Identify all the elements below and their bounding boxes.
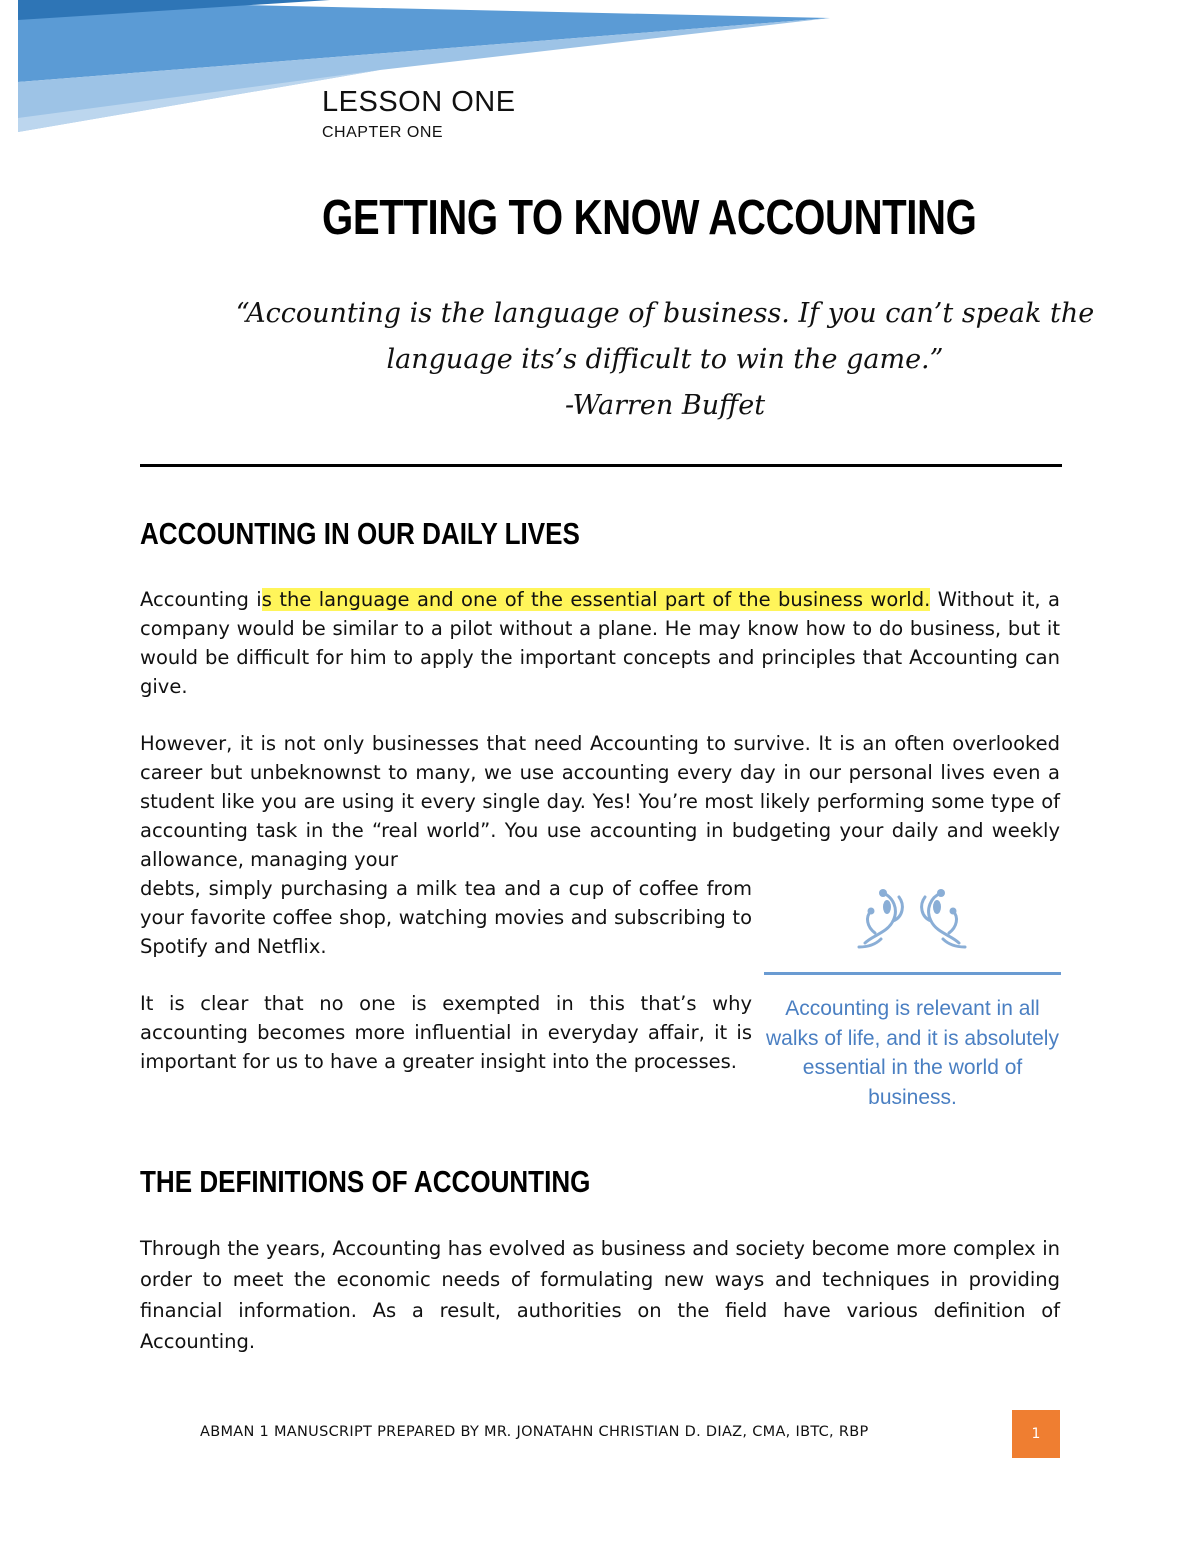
header-banner xyxy=(0,0,1200,140)
divider-rule xyxy=(140,464,1062,467)
highlighted-text: s the language and one of the essential part of the business world. xyxy=(261,588,931,611)
section-heading-daily-lives: ACCOUNTING IN OUR DAILY LIVES xyxy=(140,516,580,551)
quote-line-2: language its’s difficult to win the game.” xyxy=(386,344,944,375)
page-title: GETTING TO KNOW ACCOUNTING xyxy=(322,191,977,245)
lesson-label: LESSON ONE xyxy=(322,86,516,118)
footer-credit: ABMAN 1 MANUSCRIPT PREPARED BY MR. JONATAHN CHRISTIAN D. DIAZ, CMA, IBTC, RBP xyxy=(200,1424,869,1440)
chapter-label: CHAPTER ONE xyxy=(322,124,444,141)
paragraph-intro-rest: Without it, a company would be similar to a pilot without a plane. He may know how to do business, but it would be difficult for him to apply the important concepts and principles that Accounting can give. xyxy=(140,588,1060,698)
section-heading-definitions: THE DEFINITIONS OF ACCOUNTING xyxy=(140,1164,591,1199)
floral-ornament-icon xyxy=(853,885,971,955)
paragraph-influence: It is clear that no one is exempted in this that’s why accounting becomes more influential in everyday affair, it is important for us to have a greater insight into the processes. xyxy=(140,992,752,1073)
paragraph-definitions: Through the years, Accounting has evolved as business and society become more complex in order to meet the economic needs of formulating new ways and techniques in providing financial information. As a result, authorities on the field have various definition of Accounting. xyxy=(140,1237,1060,1353)
paragraph-intro-lead: Accounting i xyxy=(140,588,262,611)
page-number: 1 xyxy=(1031,1426,1041,1442)
quote-line-1: “Accounting is the language of business. If you can’t speak the xyxy=(235,298,1095,329)
banner-stripe-dark xyxy=(18,0,830,82)
quote-author: -Warren Buffet xyxy=(564,390,766,421)
paragraph-intro xyxy=(140,585,1060,701)
page-number-badge xyxy=(1012,1410,1060,1458)
paragraph-everyday-use: However, it is not only businesses that need Accounting to survive. It is an often overlooked career but unbeknownst to many, we use accounting every day in our personal lives even a student like you are using it every single day. Yes! You’re most likely performing some type of accounting task in the “real world”. You use accounting in budgeting your daily and weekly allowance, managing your xyxy=(140,732,1060,871)
sidebar-rule xyxy=(764,972,1061,975)
paragraph-everyday-examples: debts, simply purchasing a milk tea and a cup of coffee from your favorite coffee shop, watching movies and subscribing to Spotify and Netflix. xyxy=(140,877,752,958)
sidebar-callout: Accounting is relevant in all walks of life, and it is absolutely essential in the world of business. xyxy=(766,997,1059,1109)
